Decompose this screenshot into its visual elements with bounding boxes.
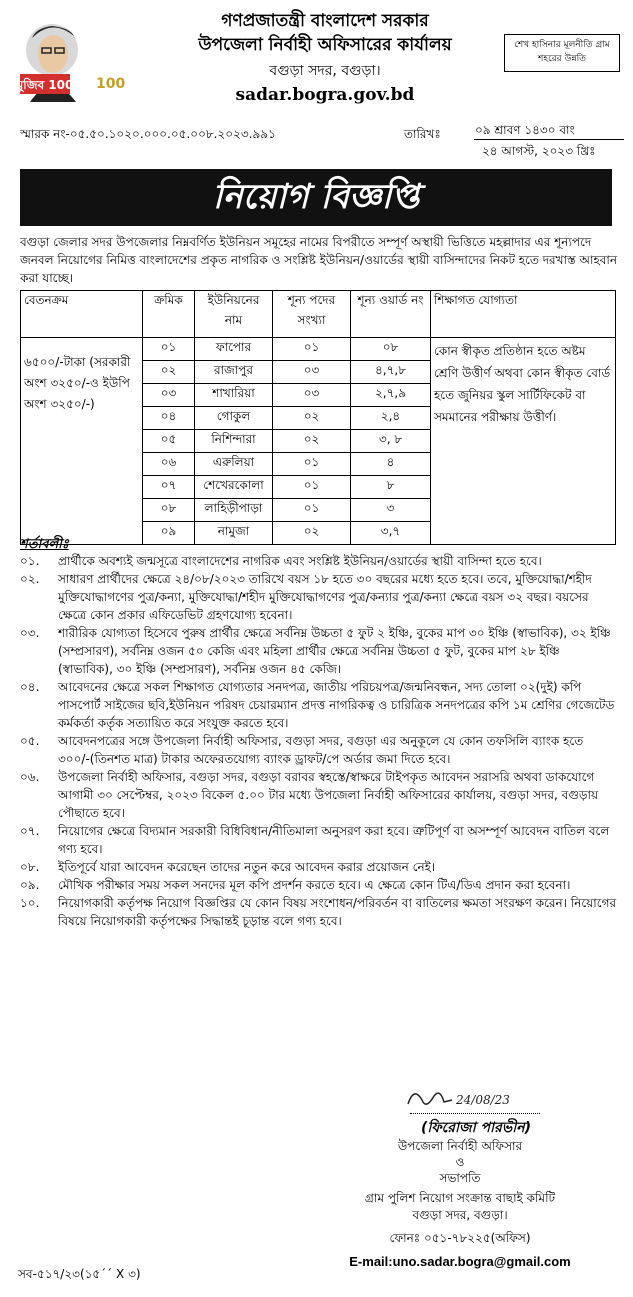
posts-cell: ০২ bbox=[273, 430, 351, 453]
term-text: উপজেলা নির্বাহী অফিসার, বগুড়া সদর, বগুড়া বরাবর স্বহস্তে/স্বাক্ষরে টাইপকৃত আবেদন সরাসরি অথবা ডাকযোগে আগামী ৩০ সেপ্টেম্বর, ২০২৩ বিকেল ৫.০০ টার মধ্যে উপজেলা নির্বাহী অফিসারের কার্যালয়, বগুড়া সদর, বগুড়ায় পৌছাতে হবে। bbox=[58, 770, 599, 820]
term-item bbox=[14, 678, 618, 732]
term-text: মৌখিক পরীক্ষার সময় সকল সনদের মূল কপি প্রদর্শন করতে হবে। এ ক্ষেত্রে কোন টিএ/ডিএ প্রদান করা হবেনা। bbox=[58, 878, 571, 892]
serial-cell: ০৯ bbox=[143, 522, 195, 545]
term-text: আবেদনের ক্ষেত্রে সকল শিক্ষাগত যোগ্যতার সনদপত্র, জাতীয় পরিচয়পত্র/জন্মনিবন্ধন, সদ্য তোলা ০২(দুই) কপি পাসপোর্ট সাইজের ছবি,ইউনিয়ন পরিষদ চেয়ারম্যান প্রদত্ত নাগরিকত্ব ও চারিত্রিক সনদপত্রের কপি ১ম শ্রেণির গেজেটেড কর্মকর্তা কর্তৃক সত্যায়িত করে সংযুক্ত করতে হবে। bbox=[58, 680, 615, 730]
term-item bbox=[14, 552, 618, 570]
motto-box: শেখ হাসিনার মূলনীতি গ্রাম শহরের উন্নতি bbox=[504, 34, 620, 72]
table-row bbox=[21, 338, 616, 361]
union-cell: রাজাপুর bbox=[195, 361, 273, 384]
office-location: বগুড়া সদর, বগুড়া। bbox=[269, 63, 381, 79]
term-text: শারীরিক যোগ্যতা হিসেবে পুরুষ প্রার্থীর ক্ষেত্রে সর্বনিম্ন উচ্চতা ৫ ফুট ২ ইঞ্চি, বুকের মাপ ৩০ ইঞ্চি (স্বাভাবিক), ৩২ ইঞ্চি (সম্প্রসারণ), সর্বনিম্ন ওজন ৫০ কেজি এবং মহিলা প্রার্থীর ক্ষেত্রে সর্বনিম্ন উচ্চতা ৫ ফুট, বুকের মাপ ২৮ ইঞ্চি (স্বাভাবিক), ৩০ ইঞ্চি (সম্প্রসারণ), সর্বনিম্ন ওজন ৪৫ কেজি। bbox=[58, 626, 611, 676]
office-phone: ফোনঃ ০৫১-৭৮২২৫(অফিস) bbox=[389, 1231, 531, 1245]
term-number: ০৪. bbox=[20, 680, 40, 694]
term-text: ইতিপূর্বে যারা আবেদন করেছেন তাদের নতুন করে আবেদন করার প্রয়োজন নেই। bbox=[58, 860, 436, 874]
wards-cell: ৮ bbox=[351, 476, 431, 499]
date-label: তারিখঃ bbox=[404, 127, 441, 141]
term-item bbox=[14, 732, 618, 768]
term-number: ০৩. bbox=[20, 626, 40, 640]
terms-list bbox=[14, 552, 618, 930]
term-number: ১০. bbox=[20, 896, 40, 910]
term-text: সাধারণ প্রার্থীদের ক্ষেত্রে ২৪/০৮/২০২৩ তারিখে বয়স ১৮ হতে ৩০ বছরের মধ্যে হতে হবে। তবে, মুক্তিযোদ্ধা/শহীদ মুক্তিযোদ্ধাগণের পুত্র/কন্যা, মুক্তিযোদ্ধা/শহীদ মুক্তিযোদ্ধাগণের পুত্র/কন্যার পুত্র/কন্যা ক্ষেত্রে বয়স ৩২ বছর। বয়সের ক্ষেত্রে কোন প্রকার এফিডেভিট গ্রহণযোগ্য হবেনা। bbox=[58, 572, 592, 622]
posts-cell: ০৩ bbox=[273, 361, 351, 384]
serial-cell: ০২ bbox=[143, 361, 195, 384]
term-number: ০২. bbox=[20, 572, 40, 586]
term-item bbox=[14, 768, 618, 822]
signatory-and: ও bbox=[455, 1155, 465, 1169]
website[interactable]: sadar.bogra.gov.bd bbox=[235, 85, 415, 105]
posts-cell: ০১ bbox=[273, 476, 351, 499]
union-cell: ফাপোর bbox=[195, 338, 273, 361]
wards-cell: ৩,৭ bbox=[351, 522, 431, 545]
wards-cell: ২,৪ bbox=[351, 407, 431, 430]
date-english: ২৪ আগস্ট, ২০২৩ খ্রিঃ bbox=[482, 144, 596, 158]
posts-cell: ০৩ bbox=[273, 384, 351, 407]
term-number: ০৮. bbox=[20, 860, 40, 874]
mujib-100-logo bbox=[12, 14, 132, 104]
posts-cell: ০২ bbox=[273, 407, 351, 430]
table-header: ক্রমিক bbox=[143, 291, 195, 338]
wards-cell: ২,৭,৯ bbox=[351, 384, 431, 407]
union-cell: নিশিন্দারা bbox=[195, 430, 273, 453]
term-item bbox=[14, 822, 618, 858]
wards-cell: ৪,৭,৮ bbox=[351, 361, 431, 384]
table-header-row bbox=[21, 291, 616, 338]
wards-cell: ৪ bbox=[351, 453, 431, 476]
signatory-role: সভাপতি bbox=[439, 1171, 481, 1185]
pay-scale-cell: ৬৫০০/-টাকা (সরকারী অংশ ৩২৫০/-ও ইউপি অংশ ৩২৫০/-) bbox=[21, 338, 143, 545]
posts-cell: ০১ bbox=[273, 499, 351, 522]
union-cell: লাহিড়ীপাড়া bbox=[195, 499, 273, 522]
signatory-designation: উপজেলা নির্বাহী অফিসার bbox=[397, 1139, 523, 1153]
vacancy-table bbox=[20, 290, 616, 545]
term-text: নিয়োগের ক্ষেত্রে বিদ্যমান সরকারী বিধিবিধান/নীতিমালা অনুসরণ করা হবে। ত্রুটিপূর্ণ বা অসম্পূর্ণ আবেদন বাতিল বলে গণ্য হবে। bbox=[58, 824, 610, 856]
term-text: আবেদনপত্রের সঙ্গে উপজেলা নির্বাহী অফিসার, বগুড়া সদর, বগুড়া এর অনুকূলে যে কোন তফসিলি ব্যাংক হতে ৩০০/-(তিনশত মাত্র) টাকার অফেরতযোগ্য ব্যাংক ড্রাফট/পে অর্ডার জমা দিতে হবে। bbox=[58, 734, 584, 766]
memo-number: স্মারক নং-০৫.৫০.১০২০.০০০.০৫.০০৮.২০২৩.৯৯১ bbox=[20, 127, 276, 141]
signature-date: 24/08/23 bbox=[456, 1093, 510, 1107]
logo-text: মুজিব 100 bbox=[16, 78, 74, 92]
term-item bbox=[14, 894, 618, 930]
wards-cell: ৩ bbox=[351, 499, 431, 522]
serial-cell: ০১ bbox=[143, 338, 195, 361]
term-text: নিয়োগকারী কর্তৃপক্ষ নিয়োগ বিজ্ঞপ্তির যে কোন বিষয় সংশোধন/পরিবর্তন বা বাতিলের ক্ষমতা সংরক্ষণ করেন। নিয়োগের বিষয়ে নিয়োগকারী কর্তৃপক্ষের সিদ্ধান্তই চূড়ান্ত বলে গণ্য হবে। bbox=[58, 896, 617, 928]
term-number: ০৫. bbox=[20, 734, 40, 748]
term-number: ০১. bbox=[20, 554, 40, 568]
union-cell: এরুলিয়া bbox=[195, 453, 273, 476]
union-cell: গোকুল bbox=[195, 407, 273, 430]
wards-cell: ০৮ bbox=[351, 338, 431, 361]
table-header: বেতনক্রম bbox=[21, 291, 143, 338]
term-item bbox=[14, 570, 618, 624]
date-bangla: ০৯ শ্রাবণ ১৪৩০ বাং bbox=[475, 123, 575, 137]
term-number: ০৭. bbox=[20, 824, 40, 838]
committee-name: গ্রাম পুলিশ নিয়োগ সংক্রান্ত বাছাই কমিটি bbox=[364, 1191, 556, 1205]
serial-cell: ০৩ bbox=[143, 384, 195, 407]
table-header: শূন্য ওয়ার্ড নং bbox=[351, 291, 431, 338]
union-cell: শাখারিয়া bbox=[195, 384, 273, 407]
posts-cell: ০২ bbox=[273, 522, 351, 545]
terms-title: শর্তাবলীঃ bbox=[20, 537, 69, 552]
office-title: উপজেলা নির্বাহী অফিসারের কার্যালয় bbox=[198, 35, 452, 55]
signatory-place: বগুড়া সদর, বগুড়া। bbox=[412, 1208, 508, 1222]
term-number: ০৯. bbox=[20, 878, 40, 892]
table-header: ইউনিয়নের নাম bbox=[195, 291, 273, 338]
serial-cell: ০৮ bbox=[143, 499, 195, 522]
office-email[interactable]: E-mail:uno.sadar.bogra@gmail.com bbox=[349, 1254, 571, 1269]
term-item bbox=[14, 876, 618, 894]
notice-banner: নিয়োগ বিজ্ঞপ্তি bbox=[20, 169, 612, 226]
posts-cell: ০১ bbox=[273, 338, 351, 361]
signatory-name: (ফিরোজা পারভীন) bbox=[421, 1120, 531, 1136]
term-number: ০৬. bbox=[20, 770, 40, 784]
qualification-cell: কোন স্বীকৃত প্রতিষ্ঠান হতে অষ্টম শ্রেণি উত্তীর্ণ অথবা কোন স্বীকৃত বোর্ড হতে জুনিয়র স্কুল সার্টিফিকেট বা সমমানের পরীক্ষায় উত্তীর্ণ। bbox=[431, 338, 616, 545]
union-cell: নামুজা bbox=[195, 522, 273, 545]
wards-cell: ৩, ৮ bbox=[351, 430, 431, 453]
serial-cell: ০৭ bbox=[143, 476, 195, 499]
footer-code: সব-৫১৭/২৩(১৫´´ X ৩) bbox=[18, 1267, 141, 1281]
term-item bbox=[14, 624, 618, 678]
intro-paragraph: বগুড়া জেলার সদর উপজেলার নিম্নবর্ণিত ইউনিয়ন সমূহের নামের বিপরীতে সম্পূর্ণ অস্থায়ী ভিত্তিতে মহল্লাদার এর শূন্যপদে জনবল নিয়োগের নিমিত্ত বাংলাদেশের প্রকৃত নাগরিক ও সংশ্লিষ্ট ইউনিয়ন/ওয়ার্ডের স্থায়ী বাসিন্দাদের নিকট হতে দরখাস্ত আহবান করা যাচ্ছে। bbox=[20, 235, 618, 285]
posts-cell: ০১ bbox=[273, 453, 351, 476]
term-item bbox=[14, 858, 618, 876]
serial-cell: ০৬ bbox=[143, 453, 195, 476]
union-cell: শেখেরকোলা bbox=[195, 476, 273, 499]
svg-text:100: 100 bbox=[96, 76, 126, 92]
date-divider bbox=[474, 139, 624, 140]
serial-cell: ০৪ bbox=[143, 407, 195, 430]
term-text: প্রার্থীকে অবশ্যই জন্মসূত্রে বাংলাদেশের নাগরিক এবং সংশ্লিষ্ট ইউনিয়ন/ওয়ার্ডের স্থায়ী বাসিন্দা হতে হবে। bbox=[58, 554, 542, 568]
table-header: শিক্ষাগত যোগ্যতা bbox=[431, 291, 616, 338]
signature-line bbox=[410, 1113, 540, 1114]
serial-cell: ০৫ bbox=[143, 430, 195, 453]
table-header: শূন্য পদের সংখ্যা bbox=[273, 291, 351, 338]
govt-title: গণপ্রজাতন্ত্রী বাংলাদেশ সরকার bbox=[221, 11, 429, 31]
